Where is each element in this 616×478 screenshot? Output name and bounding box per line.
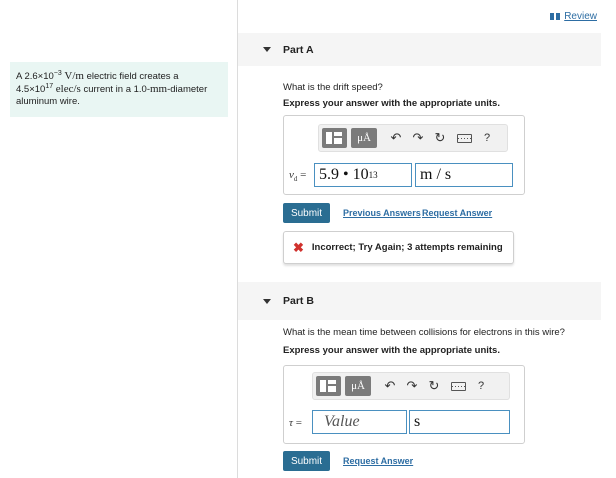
review-link[interactable] [550,11,597,22]
part-a-submit-button[interactable]: Submit [283,203,330,223]
caret-down-icon[interactable] [263,299,271,304]
problem-statement [10,62,228,117]
review-icon [550,13,560,20]
unit-value: s [414,413,421,430]
undo-icon[interactable]: ↶ [384,378,396,393]
reset-icon[interactable]: ↻ [434,130,446,145]
variable-symbol: τ [289,417,293,429]
part-b-variable-label [289,417,302,429]
feedback-text: Incorrect; Try Again; 3 attempts remaining [311,242,503,253]
caret-down-icon[interactable] [263,47,271,52]
part-b-unit-input[interactable] [409,410,510,434]
value-placeholder: Value [324,413,360,430]
problem-text: A 2.6×10 [16,71,54,82]
part-a-value-input[interactable]: 5.9 • 10 13 [314,163,412,187]
variable-symbol: v [289,169,294,181]
previous-answers-link[interactable]: Previous Answers [343,208,421,218]
redo-icon[interactable]: ↷ [406,378,418,393]
unit-value: m / s [420,166,452,183]
templates-icon[interactable] [322,128,347,148]
part-b-question: What is the mean time between collisions for electrons in this wire? [283,327,565,338]
part-b-value-input[interactable] [312,410,407,434]
review-label: Review [564,11,597,22]
field-unit: V/m [64,70,84,82]
part-b-answer-box [283,365,525,444]
help-icon[interactable]: ? [483,132,491,144]
part-a-header[interactable] [238,33,601,66]
part-a-instruction: Express your answer with the appropriate units. [283,98,500,109]
equals-sign: = [300,169,307,181]
current-unit: elec/s [55,83,81,95]
feedback-message [283,231,514,264]
math-toolbar [312,372,510,400]
part-b-submit-button[interactable]: Submit [283,451,330,471]
part-a-question: What is the drift speed? [283,82,383,93]
part-a-unit-input[interactable] [415,163,513,187]
units-icon[interactable]: μÅ [345,376,371,396]
part-a-variable-label [289,169,306,183]
math-toolbar [318,124,508,152]
problem-text: -diameter [167,84,208,95]
part-a-answer-box [283,115,525,195]
equals-sign: = [295,417,302,429]
help-icon[interactable]: ? [477,380,485,392]
templates-icon[interactable] [316,376,341,396]
diameter-unit: mm [149,83,168,95]
keyboard-icon[interactable] [445,376,471,396]
part-b-title: Part B [283,295,314,307]
problem-text: electric field creates a [83,71,179,82]
part-a-title: Part A [283,43,314,56]
part-b-request-answer-link[interactable]: Request Answer [343,456,414,466]
problem-text: current in a 1.0- [80,84,150,95]
value-mantissa: 5.9 • 10 [319,166,369,183]
problem-text: aluminum wire. [16,96,80,107]
problem-text: 4.5×10 [16,84,46,95]
part-a-request-answer-link[interactable]: Request Answer [422,208,493,218]
units-icon[interactable]: μÅ [351,128,377,148]
variable-subscript: d [293,175,298,184]
left-panel [0,0,238,478]
part-b-instruction: Express your answer with the appropriate units. [283,345,500,356]
keyboard-icon[interactable] [451,128,477,148]
field-exponent: −3 [53,70,62,77]
part-b-header[interactable] [238,282,601,320]
error-x-icon: ✖ [293,239,304,255]
current-exponent: 17 [45,83,54,90]
redo-icon[interactable]: ↷ [412,130,424,145]
reset-icon[interactable]: ↻ [428,378,440,393]
undo-icon[interactable]: ↶ [390,130,402,145]
